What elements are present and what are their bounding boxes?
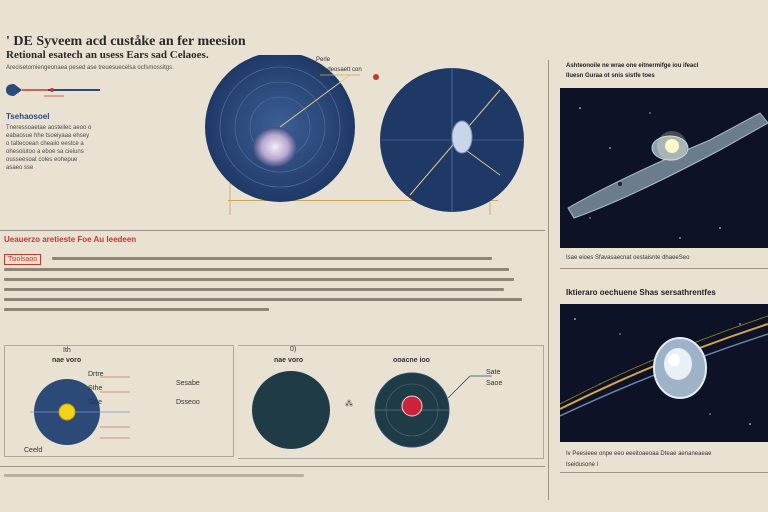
side-label: Saoe: [486, 380, 503, 387]
body-line: eabaosue hhe tsoeiyaaa ehsey: [6, 133, 90, 139]
side-label: Sate: [486, 369, 501, 376]
text-line: [52, 257, 492, 260]
text-line: [4, 308, 269, 311]
diagram-sublabel: De deosaett con: [318, 67, 362, 73]
top-orbit-diagram: [200, 55, 540, 225]
panel-label: nae voro: [52, 357, 82, 364]
spacecraft-image-top: [560, 88, 768, 248]
footer-line: [4, 474, 304, 477]
body-line: ousseesoat coles eohepue: [6, 157, 78, 163]
left-section-heading: Tsehaosoel: [6, 112, 50, 121]
middle-section-paragraph: [4, 268, 529, 311]
body-line: Tneressoaetae aosteilec aeoo o: [6, 125, 92, 131]
center-label: nae voro: [274, 357, 304, 364]
panel-label-top: Ith: [63, 347, 71, 354]
sun-orbit-diagram: [30, 372, 230, 448]
middle-section-heading: Ueauerzo aretieste Foe Au Ieedeen: [4, 235, 137, 244]
mid-label: Sthe: [88, 385, 103, 392]
body-line: ohesoiutoo a eboe sa cieiuns: [6, 149, 84, 155]
bottom-divider: [0, 466, 545, 467]
text-line: [4, 278, 514, 281]
mid-labels-right: [176, 380, 200, 406]
right-bottom-caption-2: Iseidusone l: [566, 462, 599, 468]
mid-label: Sloe: [88, 399, 103, 406]
panel-footer: Ceeld: [24, 447, 43, 454]
mid-label: Sesabe: [176, 380, 200, 387]
right-diagram-label: ooacne ioo: [393, 357, 430, 364]
intro-text: Arecisetomiengeonaea pesed ase treuesuecelsa ocfsmossitgs.: [6, 65, 174, 71]
right-divider: [560, 268, 768, 269]
right-top-caption: Ashteonoile ne wrae one eitnermifge iou ifeacl: [566, 63, 699, 69]
right-top-caption-2: Iluesn Guraa ot snis sistfe toes: [566, 73, 655, 79]
text-line: [4, 288, 504, 291]
body-line: asaeo sse: [6, 165, 34, 171]
mid-labels: [88, 371, 104, 413]
body-line: o taltecoean cheaiio eestce a: [6, 141, 84, 147]
middle-section-body: [52, 257, 532, 266]
probe-icon: [4, 80, 104, 102]
svg-text:⁂: ⁂: [345, 399, 353, 408]
right-section-heading: Iktieraro oechuene Shas sersathrentfes: [566, 288, 716, 297]
mid-label: Dsseoo: [176, 399, 200, 406]
mid-label: Drtre: [88, 371, 104, 378]
right-mid-caption: Isae eioes Sfavasaecnat oestaisnte dhaeeSeo: [566, 255, 690, 261]
section-divider: [0, 230, 545, 231]
left-section-body: [6, 124, 91, 172]
text-line: [4, 298, 522, 301]
text-line: [4, 268, 509, 271]
spacecraft-image-bottom: [560, 304, 768, 442]
page-subtitle: Retional esatech an usess Ears sad Celaoes.: [6, 49, 209, 61]
middle-section-tag: Tsiolsaoo: [4, 254, 41, 265]
page-title: ' DE Syveem acd custåke an fer meesion: [6, 34, 246, 49]
center-label-top: 0): [290, 346, 297, 353]
right-bottom-caption: Iv Peesieee onpe eeo eeeitoaeoaa Dteae aenaneaeae: [566, 451, 712, 457]
diagram-label: Perle: [316, 57, 331, 63]
right-side-labels: [486, 369, 502, 387]
right-bottom-divider: [560, 472, 768, 473]
column-divider: [548, 60, 549, 500]
